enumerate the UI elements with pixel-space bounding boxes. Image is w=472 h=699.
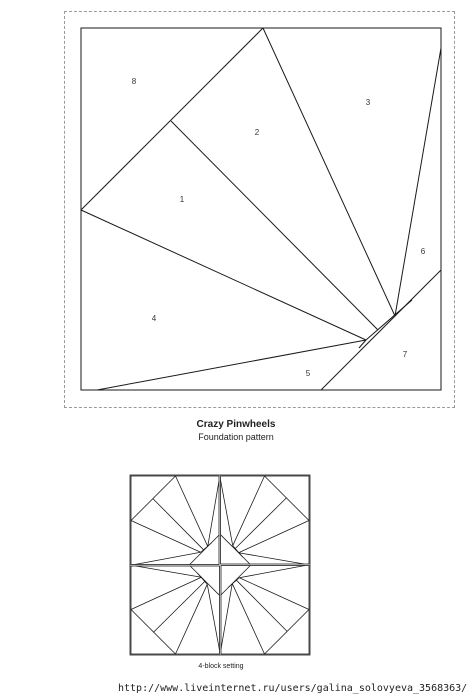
source-url: http://www.liveinternet.ru/users/galina_solovyeva_3568363/ [118,683,468,694]
seam-6-7 [321,270,441,390]
piece-label-3: 3 [365,98,371,107]
four-block-setting [130,475,310,655]
piece-label-1: 1 [179,195,185,204]
setting-block-4 [221,566,309,654]
setting-block-1 [131,476,219,564]
pattern-subtitle: Foundation pattern [198,432,274,442]
pattern-title: Crazy Pinwheels [196,419,276,430]
setting-block-2 [221,476,309,564]
piece-labels [132,77,426,378]
piece-label-7: 7 [402,350,408,359]
setting-outline [130,475,310,655]
piece-label-8: 8 [131,77,137,86]
seam-2-3 [263,28,395,316]
piece-label-2: 2 [254,128,260,137]
setting-block-3 [131,566,219,654]
setting-caption: 4-block setting [198,663,244,670]
seam-4-5 [97,340,366,390]
piece-label-4: 4 [151,314,157,323]
piece-label-5: 5 [305,369,311,378]
seam-hub-7 [366,300,412,340]
seam-8-1 [81,28,263,210]
seam-3-6 [395,48,441,316]
piece-label-6: 6 [420,247,426,256]
